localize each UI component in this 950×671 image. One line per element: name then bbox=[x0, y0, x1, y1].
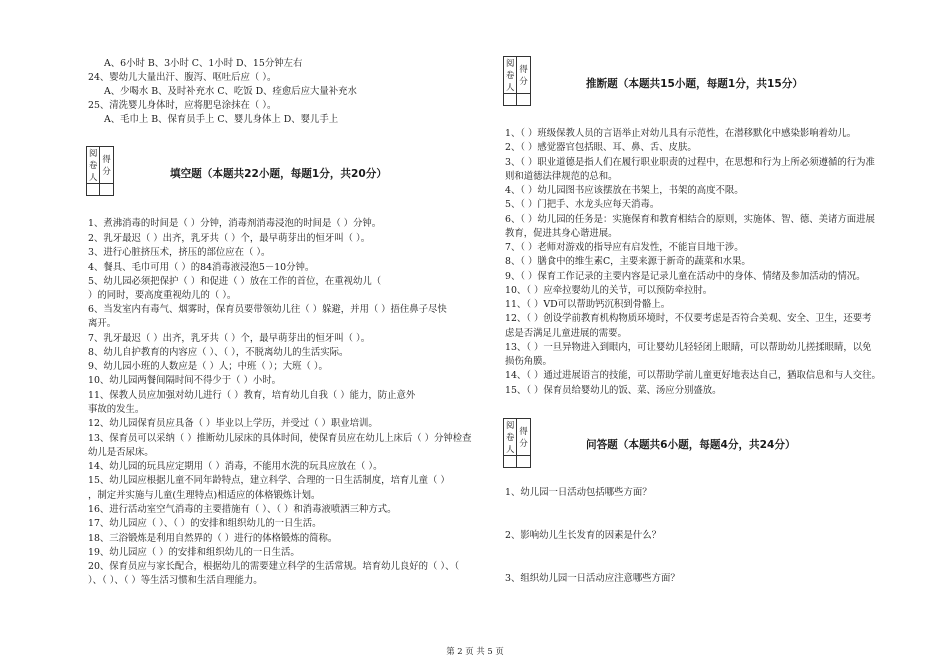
list-item: 事故的发生。 bbox=[88, 404, 145, 415]
list-item: ）、（ ）、（ ）等生活习惯和生活自理能力。 bbox=[88, 575, 263, 586]
list-item: 9、幼儿园小班的人数应是（ ）人；中班（ ）；大班（ ）。 bbox=[88, 361, 328, 372]
score-label: 得分 bbox=[517, 57, 530, 94]
list-item: 损伤角膜。 bbox=[505, 356, 552, 367]
list-item: 13、（ ）一旦异物进入到眼内，可让婴幼儿轻轻闭上眼睛，可以帮助幼儿搓揉眼睛，以免 bbox=[505, 342, 872, 353]
section-title-qa: 问答题（本题共6小题，每题4分，共24分） bbox=[586, 439, 796, 451]
score-label: 得分 bbox=[100, 147, 113, 184]
list-item: 15、幼儿园应根据儿童不同年龄特点，建立科学、合理的一日生活制度，培育儿童（ ） bbox=[88, 475, 450, 486]
list-item: 幼儿是否尿床。 bbox=[88, 447, 154, 458]
list-item: 18、三浴锻炼是利用自然界的（ ）进行的体格锻炼的简称。 bbox=[88, 533, 338, 544]
list-item: ，制定并实施与儿童(生理特点)相适应的体格锻炼计划。 bbox=[88, 490, 321, 501]
score-box-fill bbox=[86, 146, 114, 196]
list-item: 2、（ ）感觉器官包括眼、耳、鼻、舌、皮肤。 bbox=[505, 142, 697, 153]
list-item: 1、（ ）班级保教人员的言语举止对幼儿具有示范性，在潜移默化中感染影响着幼儿。 bbox=[505, 128, 857, 139]
score-label: 得分 bbox=[517, 419, 530, 456]
score-cell[interactable] bbox=[100, 184, 113, 196]
list-item: 14、幼儿园的玩具应定期用（ ）消毒，不能用水洗的玩具应放在（ ）。 bbox=[88, 461, 383, 472]
list-item: 12、（ ）创设学前教育机构物质环境时，不仅要考虑是否符合美观、安全、卫生，还要考 bbox=[505, 313, 872, 324]
q25: 25、清洗婴儿身体时，应将肥皂涂抹在（ ）。 bbox=[88, 100, 277, 111]
grader-label: 阅卷人 bbox=[504, 57, 517, 94]
list-item: 则和道德法律规范的总和。 bbox=[505, 171, 618, 182]
list-item: 9、（ ）保育工作记录的主要内容是记录儿童在活动中的身体、情绪及参加活动的情况。 bbox=[505, 271, 866, 282]
list-item: 17、幼儿园应（ ）、（ ）的安排和组织幼儿的一日生活。 bbox=[88, 518, 322, 529]
list-item: 3、（ ）职业道德是指人们在履行职业职责的过程中，在思想和行为上所必须遵循的行为准 bbox=[505, 157, 875, 168]
list-item: ）的同时，要高度重视幼儿的（ ）。 bbox=[88, 290, 237, 301]
section-title-judgment: 推断题（本题共15小题，每题1分，共15分） bbox=[586, 78, 803, 90]
score-box-qa bbox=[503, 418, 531, 468]
grader-cell[interactable] bbox=[504, 456, 517, 468]
qa-item: 3、组织幼儿园一日活动应注意哪些方面？ bbox=[505, 573, 680, 584]
list-item: 8、幼儿自护教育的内容应（ ）、（ ），不脱离幼儿的生活实际。 bbox=[88, 347, 349, 358]
score-cell[interactable] bbox=[517, 94, 530, 106]
score-box-judgment bbox=[503, 56, 531, 106]
list-item: 11、保教人员应加强对幼儿进行（ ）教育，培育幼儿自我（ ）能力，防止意外 bbox=[88, 390, 416, 401]
list-item: 2、乳牙最迟（ ）出齐，乳牙共（ ）个，最早萌芽出的恒牙叫（ ）。 bbox=[88, 233, 371, 244]
list-item: 1、煮沸消毒的时间是（ ）分钟，消毒剂消毒浸泡的时间是（ ）分钟。 bbox=[88, 218, 382, 229]
grader-label: 阅卷人 bbox=[504, 419, 517, 456]
list-item: 4、餐具、毛巾可用（ ）的84消毒液浸泡5－10分钟。 bbox=[88, 262, 315, 273]
list-item: 10、幼儿园两餐间隔时间不得少于（ ）小时。 bbox=[88, 375, 282, 386]
list-item: 16、进行活动室空气消毒的主要措施有（ ）、（ ）和消毒液喷洒三种方式。 bbox=[88, 504, 397, 515]
list-item: 虑是否满足儿童进展的需要。 bbox=[505, 328, 627, 339]
list-item: 13、保育员可以采纳（ ）推断幼儿尿床的具体时间，使保育员应在幼儿上床后（ ）分钟检查 bbox=[88, 433, 472, 444]
grader-cell[interactable] bbox=[504, 94, 517, 106]
q25-options: A、毛巾上 B、保育员手上 C、婴儿身体上 D、婴儿手上 bbox=[104, 114, 339, 125]
list-item: 14、（ ）通过进展语言的技能，可以帮助学前儿童更好地表达自己，猶取信息和与人交往。 bbox=[505, 370, 881, 381]
qa-item: 2、影响幼儿生长发育的因素是什么？ bbox=[505, 530, 661, 541]
list-item: 7、（ ）老师对游戏的指导应有启发性，不能盲目地干涉。 bbox=[505, 242, 744, 253]
list-item: 10、（ ）应牵拉婴幼儿的关节，可以预防牵拉肘。 bbox=[505, 285, 713, 296]
list-item: 离开。 bbox=[88, 318, 117, 329]
list-item: 8、（ ）膳食中的维生素C，主要来源于新奇的蔬菜和水果。 bbox=[505, 256, 751, 267]
grader-cell[interactable] bbox=[87, 184, 100, 196]
score-cell[interactable] bbox=[517, 456, 530, 468]
q23-options: A、6小时 B、3小时 C、1小时 D、15分钟左右 bbox=[104, 58, 303, 69]
list-item: 11、（ ）VD可以帮助钙沉积到骨骼上。 bbox=[505, 299, 671, 310]
page-number: 第 2 页 共 5 页 bbox=[446, 646, 504, 656]
qa-item: 1、幼儿园一日活动包括哪些方面？ bbox=[505, 487, 652, 498]
list-item: 19、幼儿园应（ ）的安排和组织幼儿的一日生活。 bbox=[88, 547, 300, 558]
list-item: 教育，促进其身心谐进展。 bbox=[505, 228, 618, 239]
list-item: 7、乳牙最迟（ ）出齐，乳牙共（ ）个，最早萌芽出的恒牙叫（ ）。 bbox=[88, 333, 371, 344]
q24: 24、婴幼儿大量出汗、腹泻、呕吐后应（ ）。 bbox=[88, 72, 277, 83]
list-item: 5、幼儿园必须把保护（ ）和促进（ ）放在工作的首位，在重视幼儿（ bbox=[88, 276, 382, 287]
list-item: 3、进行心脏挤压术，挤压的部位应在（ ）。 bbox=[88, 247, 271, 258]
q24-options: A、少喝水 B、及时补充水 C、吃饭 D、痊愈后应大量补充水 bbox=[104, 86, 357, 97]
section-title-fill: 填空题（本题共22小题，每题1分，共20分） bbox=[170, 168, 387, 180]
list-item: 20、保育员应与家长配合，根据幼儿的需要建立科学的生活常规。培育幼儿良好的（ ）、（ bbox=[88, 561, 460, 572]
list-item: 6、当发室内有毒气、烟雾时，保育员要带领幼儿往（ ）躲避，并用（ ）捂住鼻子尽快 bbox=[88, 304, 447, 315]
list-item: 5、（ ）门把手、水龙头应每天消毒。 bbox=[505, 199, 660, 210]
list-item: 6、（ ）幼儿园的任务是：实施保育和教育相结合的原则，实施体、智、德、美诸方面进展 bbox=[505, 214, 875, 225]
list-item: 12、幼儿园保育员应具备（ ）毕业以上学历，并受过（ ）职业培训。 bbox=[88, 418, 378, 429]
list-item: 15、（ ）保育员给婴幼儿的饭、菜、汤应分别盛放。 bbox=[505, 385, 722, 396]
grader-label: 阅卷人 bbox=[87, 147, 100, 184]
list-item: 4、（ ）幼儿园图书应该摆放在书架上，书架的高度不限。 bbox=[505, 185, 744, 196]
